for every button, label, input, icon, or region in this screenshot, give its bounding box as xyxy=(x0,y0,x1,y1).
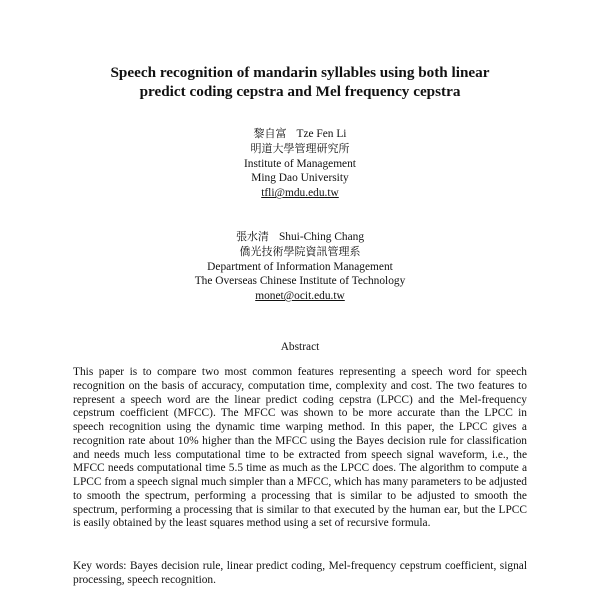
author-name-en: Tze Fen Li xyxy=(296,128,347,140)
title-line-1: Speech recognition of mandarin syllables using both linear xyxy=(110,64,490,81)
author-email-link[interactable]: monet@ocit.edu.tw xyxy=(255,290,345,303)
title-line-2: predict coding cepstra and Mel frequency cepstra xyxy=(139,83,461,100)
author-affiliation-cjk: 僑光技術學院資訊管理系 xyxy=(239,244,361,258)
author-name-cjk: 張水清 xyxy=(235,230,269,243)
author-name-cjk: 黎自富 xyxy=(253,127,287,140)
author-block-2 xyxy=(150,230,450,304)
author-affiliation-line: Department of Information Management xyxy=(207,260,393,273)
abstract-heading: Abstract xyxy=(280,341,320,353)
abstract-body: This paper is to compare two most common features representing a speech word for speech recognition on the basis of accuracy, computation time, complexity and cost. The two features to represent a speech word are the linear predict coding cepstra (LPCC) and the Mel-frequency cepstrum coefficient (MFCC). The MFCC was shown to be more accurate than the LPCC in speech recognition using the dynamic time warping method. In this paper, the LPCC gives a recognition rate about 10% higher than the MFCC using the Bayes decision rule for classification and needs much less computational time to be extracted from speech signal waveform, i.e., the MFCC needs computational time 5.5 time as much as the LPCC does. The algorithm to compute a LPCC from a speech signal much simpler than a MFCC, which has many parameters to be adjusted to smooth the spectrum, performing a processing that is similar to be adjusted to smooth the spectrum, performing a processing that is similar to that executed by the human ear, but the LPCC is easily obtained by the least squares method using a set of recursive formula. xyxy=(73,366,527,530)
paper-title xyxy=(70,63,530,101)
author-affiliation-line: Ming Dao University xyxy=(251,172,349,185)
author-name-line xyxy=(150,230,450,245)
author-email-link[interactable]: tfli@mdu.edu.tw xyxy=(261,187,339,200)
author-name-line xyxy=(150,127,450,142)
author-affiliation-line: The Overseas Chinese Institute of Technology xyxy=(194,275,406,288)
author-block-1 xyxy=(150,127,450,201)
keywords: Key words: Bayes decision rule, linear predict coding, Mel-frequency cepstrum coefficient, signal processing, speech recognition. xyxy=(73,560,527,586)
author-affiliation-cjk: 明道大學管理研究所 xyxy=(250,141,350,155)
author-name-en: Shui-Ching Chang xyxy=(278,231,365,243)
author-affiliation-line: Institute of Management xyxy=(244,157,356,170)
